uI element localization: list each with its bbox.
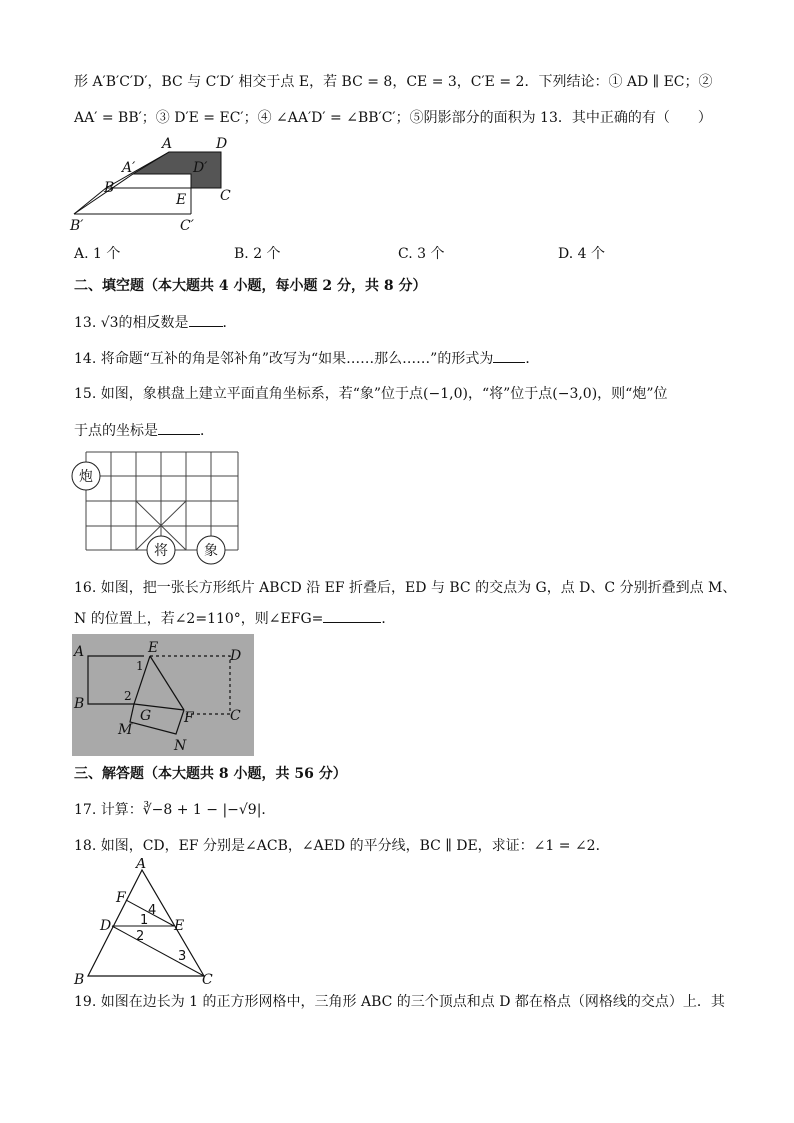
q16-line2 (74, 608, 395, 629)
q13-end: ． (222, 315, 237, 331)
q16-folded-paper-figure (72, 634, 254, 756)
q16-answer-blank[interactable] (323, 608, 381, 623)
q12-label-A1: A′ (122, 160, 136, 176)
q13-answer-blank[interactable] (189, 312, 223, 327)
q12-option-c: C. 3 个 (398, 246, 445, 262)
q16-label-N: N (174, 738, 187, 754)
q12-label-D1: D′ (193, 160, 208, 176)
q15-grid (86, 452, 238, 550)
q15-line2 (74, 420, 214, 441)
q18-angle-4: 4 (148, 903, 157, 918)
q14-line (74, 348, 539, 369)
q18-line-cd (112, 926, 204, 976)
q12-option-a: A. 1 个 (74, 246, 121, 262)
q18-triangle-figure (70, 858, 230, 988)
q15-pao-label: 炮 (79, 469, 93, 485)
q14-text: 14. 将命题“互补的角是邻补角”改写为“如果……那么……”的形式为 (74, 351, 494, 367)
q13-text: 的相反数是 (118, 315, 189, 331)
q16-label-M: M (118, 722, 133, 738)
q16-label-D: D (230, 648, 242, 664)
q18-label-B: B (74, 972, 85, 988)
q18-angle-1: 1 (140, 913, 149, 928)
q16-end: ． (381, 611, 396, 627)
q16-label-C: C (230, 708, 241, 724)
q14-answer-blank[interactable] (493, 348, 525, 363)
q15-chessboard-figure (70, 448, 242, 566)
q15-end: ． (200, 423, 214, 439)
q13-num: 13. (74, 315, 97, 331)
q16-label-F: F (184, 710, 194, 726)
q18-label-F: F (116, 890, 126, 906)
q12-label-B: B (104, 180, 115, 196)
q16-label-A: A (74, 644, 85, 660)
q15-line1: 15. 如图，象棋盘上建立平面直角坐标系，若“象”位于点(−1,0)，“将”位于点(−3,0)，则“炮”位 (74, 386, 668, 402)
q18-label-E: E (174, 918, 185, 934)
q15-jiang-label: 将 (154, 543, 168, 559)
q16-label-B: B (74, 696, 85, 712)
q18-angle-2: 2 (136, 929, 145, 944)
q13-expr: √3 (100, 315, 119, 331)
q16-label-1: 1 (136, 659, 144, 673)
q12-label-D: D (216, 136, 228, 152)
q19-line: 19. 如图在边长为 1 的正方形网格中，三角形 ABC 的三个顶点和点 D 都在格点（网格线的交点）上．其 (74, 994, 725, 1010)
q12-label-A: A (162, 136, 173, 152)
q15-answer-blank[interactable] (158, 420, 200, 435)
q12-label-B1: B′ (70, 218, 84, 234)
q16-label-2: 2 (124, 689, 132, 703)
q12-option-d: D. 4 个 (558, 246, 605, 262)
q12-line2: AA′ = BB′；③ D′E = EC′；④ ∠AA′D′ = ∠BB′C′；⑤阴影部分的面积为 13．其中正确的有（ ） (74, 110, 712, 126)
q12-label-C: C (220, 188, 231, 204)
q12-shaded-region (133, 152, 221, 188)
q18-angle-3: 3 (178, 949, 187, 964)
q18-label-C: C (202, 972, 213, 988)
q18-label-D: D (100, 918, 112, 934)
q16-photo-background (72, 634, 254, 756)
section3-title: 三、解答题（本大题共 8 小题，共 56 分） (74, 766, 347, 782)
q12-label-E: E (176, 192, 187, 208)
q15-line2-text: 于点的坐标是 (74, 423, 158, 439)
q14-end: ． (525, 351, 540, 367)
q12-label-C1: C′ (180, 218, 194, 234)
q16-line1: 16. 如图，把一张长方形纸片 ABCD 沿 EF 折叠后，ED 与 BC 的交点为 G，点 D、C 分别折叠到点 M、 (74, 580, 737, 596)
q17-line: 17. 计算：∛−8 + 1 − |−√9|． (74, 802, 276, 818)
section2-title: 二、填空题（本大题共 4 小题，每小题 2 分，共 8 分） (74, 278, 427, 294)
q18-line: 18. 如图，CD，EF 分别是∠ACB，∠AED 的平分线，BC ∥ DE，求证：∠1 = ∠2． (74, 838, 610, 854)
q12-figure (66, 136, 246, 236)
q16-label-E: E (148, 640, 159, 656)
q13-line (74, 312, 237, 333)
q12-line1: 形 A′B′C′D′，BC 与 C′D′ 相交于点 E，若 BC = 8，CE = 3，C′E = 2．下列结论：① AD ∥ EC；② (74, 74, 713, 90)
q16-line2-text: N 的位置上，若∠2=110°，则∠EFG= (74, 611, 324, 627)
q12-option-b: B. 2 个 (234, 246, 281, 262)
q16-label-G: G (140, 708, 152, 724)
q18-label-A: A (136, 858, 147, 872)
q15-xiang-label: 象 (204, 543, 218, 559)
